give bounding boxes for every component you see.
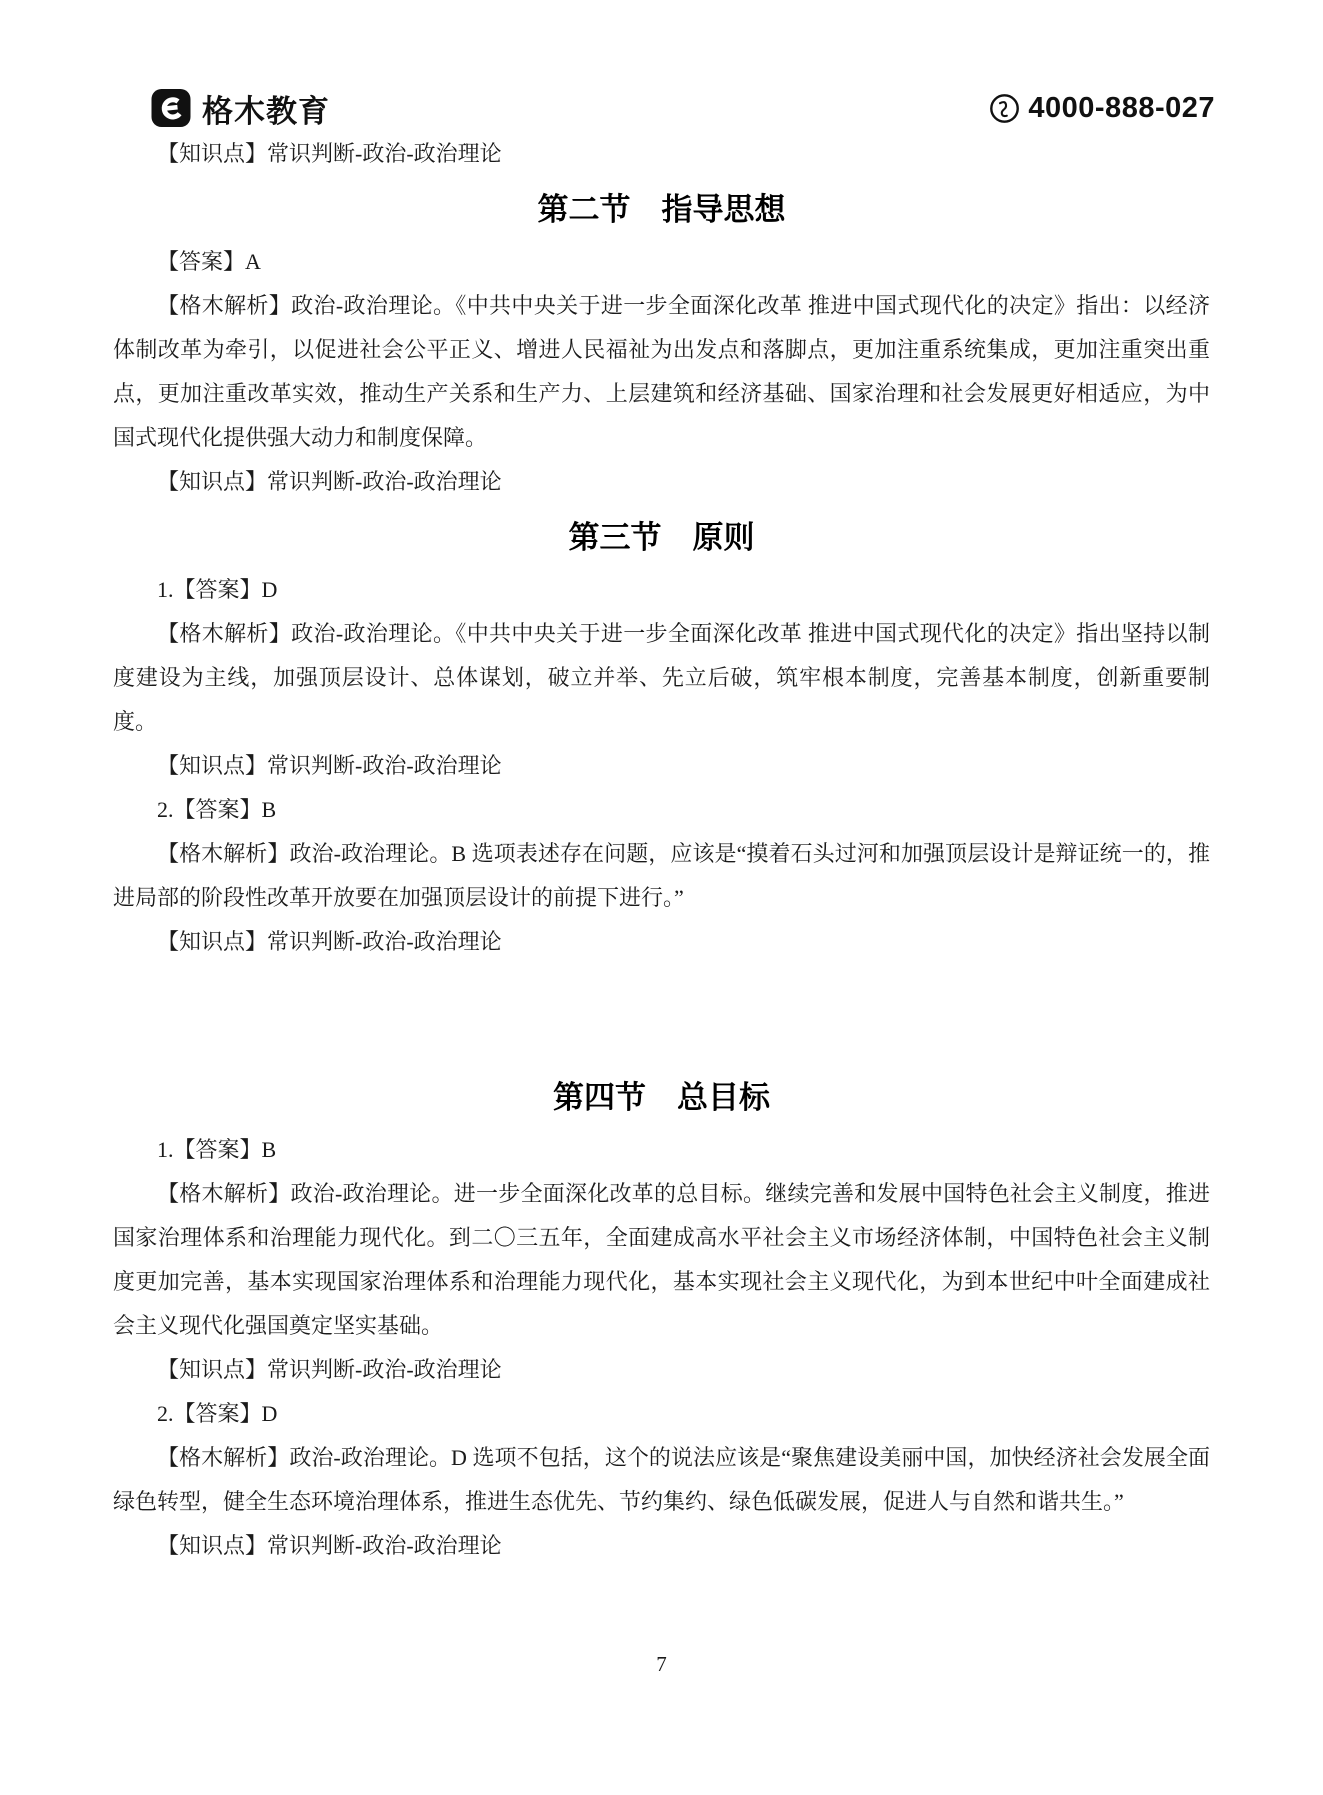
knowledge-point-line: 【知识点】常识判断-政治-政治理论 <box>157 1357 502 1382</box>
page-header <box>150 86 1215 130</box>
analysis-paragraph: 【格木解析】政治-政治理论。进一步全面深化改革的总目标。继续完善和发展中国特色社会主义制度，推进国家治理体系和治理能力现代化。到二〇三五年，全面建成高水平社会主义市场经济体制，中国特色社会主义制度更加完善，基本实现国家治理体系和治理能力现代化，基本实现社会主义现代化，为到本世纪中叶全面建成社会主义现代化强国奠定坚实基础。 <box>113 1181 1210 1338</box>
answer-line: 1.【答案】D <box>157 577 278 602</box>
knowledge-point-line: 【知识点】常识判断-政治-政治理论 <box>157 141 502 166</box>
phone-contact <box>989 92 1215 125</box>
answer-line: 2.【答案】B <box>157 797 277 822</box>
answer-line: 【答案】A <box>157 249 261 274</box>
brand-logo <box>150 86 330 131</box>
answer-line: 1.【答案】B <box>157 1137 277 1162</box>
phone-circle-icon <box>989 93 1020 124</box>
knowledge-point-line: 【知识点】常识判断-政治-政治理论 <box>157 753 502 778</box>
knowledge-point-line: 【知识点】常识判断-政治-政治理论 <box>157 1533 502 1558</box>
gemu-logo-icon <box>150 87 192 129</box>
page-number: 7 <box>656 1652 667 1676</box>
section-heading-2: 第二节 指导思想 <box>537 192 786 227</box>
section-heading-4: 第四节 总目标 <box>553 1080 770 1115</box>
knowledge-point-line: 【知识点】常识判断-政治-政治理论 <box>157 469 502 494</box>
analysis-paragraph: 【格木解析】政治-政治理论。B 选项表述存在问题，应该是“摸着石头过河和加强顶层设计是辩证统一的，推进局部的阶段性改革开放要在加强顶层设计的前提下进行。” <box>113 841 1210 910</box>
knowledge-point-line: 【知识点】常识判断-政治-政治理论 <box>157 929 502 954</box>
analysis-paragraph: 【格木解析】政治-政治理论。《中共中央关于进一步全面深化改革 推进中国式现代化的决定》指出：以经济体制改革为牵引，以促进社会公平正义、增进人民福祉为出发点和落脚点，更加注重系统集成，更加注重突出重点，更加注重改革实效，推动生产关系和生产力、上层建筑和经济基础、国家治理和社会发展更好相适应，为中国式现代化提供强大动力和制度保障。 <box>113 293 1210 450</box>
answer-line: 2.【答案】D <box>157 1401 278 1426</box>
section-heading-3: 第三节 原则 <box>568 520 755 555</box>
document-body <box>0 132 1323 1568</box>
analysis-paragraph: 【格木解析】政治-政治理论。《中共中央关于进一步全面深化改革 推进中国式现代化的决定》指出坚持以制度建设为主线，加强顶层设计、总体谋划，破立并举、先立后破，筑牢根本制度，完善基本制度，创新重要制度。 <box>113 621 1210 734</box>
page-footer <box>0 1652 1323 1677</box>
analysis-paragraph: 【格木解析】政治-政治理论。D 选项不包括，这个的说法应该是“聚焦建设美丽中国，加快经济社会发展全面绿色转型，健全生态环境治理体系，推进生态优先、节约集约、绿色低碳发展，促进人与自然和谐共生。” <box>113 1445 1210 1514</box>
brand-name: 格木教育 <box>202 93 330 129</box>
phone-number: 4000-888-027 <box>1028 91 1215 124</box>
